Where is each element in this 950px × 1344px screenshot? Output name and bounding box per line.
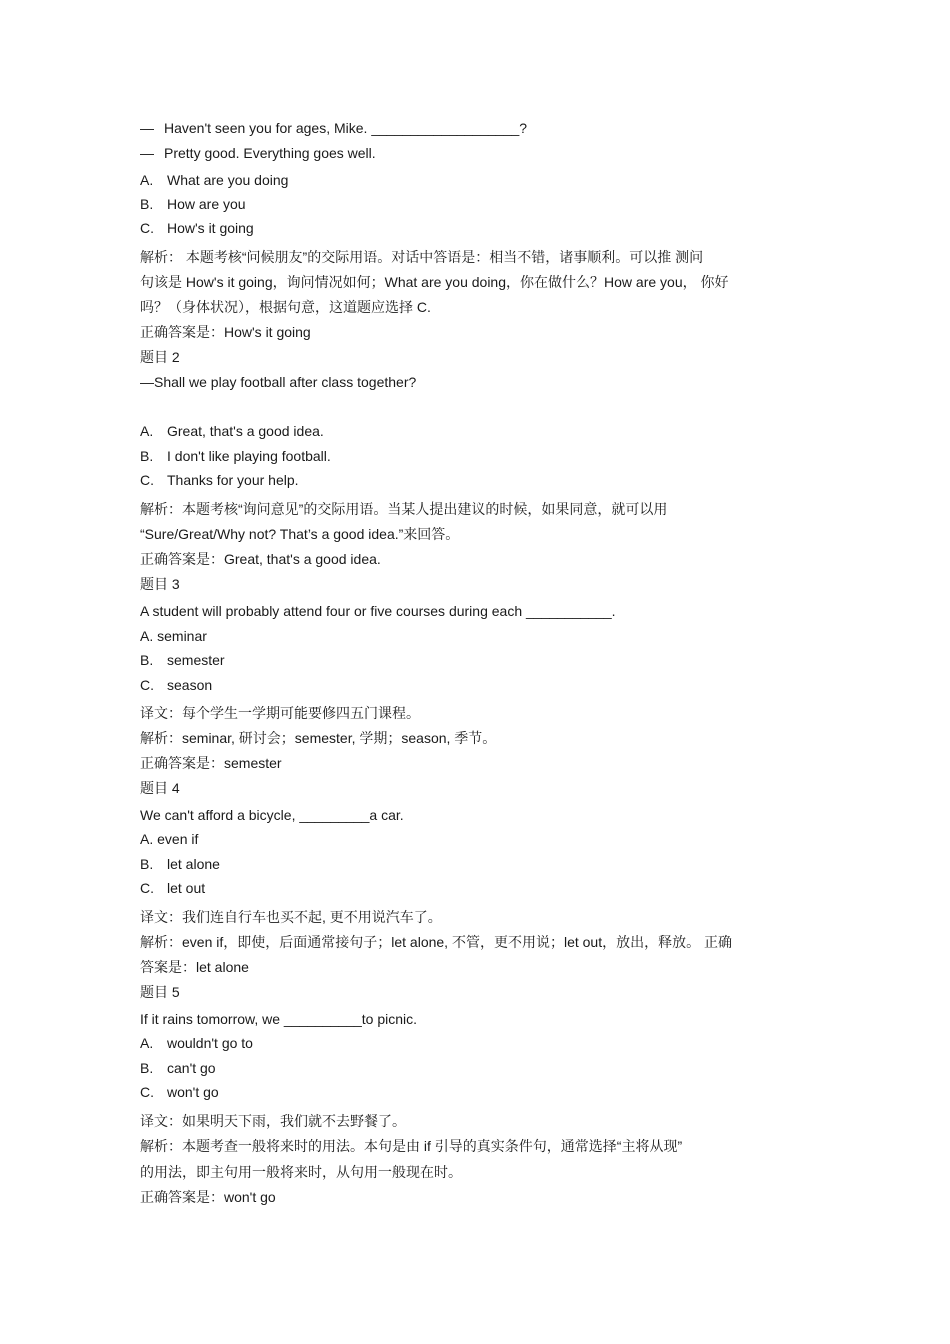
- option-text: season: [167, 677, 213, 693]
- q1-prompt-text: Haven't seen you for ages, Mike. ___________________?: [164, 120, 528, 136]
- q4-title: 题目 4: [140, 780, 180, 796]
- q1-analysis-line-1: 解析： 本题考核“问候朋友”的交际用语。对话中答语是：相当不错，诸事顺利。可以推 测问: [140, 249, 704, 265]
- option-letter: A.: [140, 1035, 154, 1051]
- q4-translation: 译文：我们连自行车也买不起, 更不用说汽车了。: [140, 909, 442, 925]
- option-letter: A.: [140, 628, 154, 644]
- q3-title: 题目 3: [140, 576, 180, 592]
- dash: —: [140, 120, 154, 136]
- option-letter: B.: [140, 856, 154, 872]
- q5-option-c: [140, 1083, 219, 1101]
- q1-prompt: [140, 119, 527, 137]
- option-letter: B.: [140, 652, 154, 668]
- q2-option-c: [140, 471, 299, 489]
- q5-option-b: [140, 1059, 216, 1077]
- option-letter: C.: [140, 880, 154, 896]
- q4-option-a: [140, 830, 198, 848]
- option-letter: C.: [140, 220, 154, 236]
- q1-option-a: [140, 171, 288, 189]
- q3-answer: 正确答案是：semester: [140, 755, 282, 771]
- q2-option-a: [140, 422, 324, 440]
- q4-prompt: We can't afford a bicycle, _________a car.: [140, 807, 404, 823]
- q3-option-a: [140, 627, 207, 645]
- q5-option-a: [140, 1034, 253, 1052]
- q1-analysis-line-3: 吗？（身体状况），根据句意，这道题应选择 C.: [140, 299, 431, 315]
- option-text: I don't like playing football.: [167, 448, 331, 464]
- q5-translation: 译文：如果明天下雨，我们就不去野餐了。: [140, 1113, 406, 1129]
- q5-analysis-line-1: 解析：本题考查一般将来时的用法。本句是由 if 引导的真实条件句，通常选择“主将从现”: [140, 1138, 683, 1154]
- option-text: How are you: [167, 196, 246, 212]
- q4-analysis-line-1: 解析：even if，即使，后面通常接句子；let alone, 不管，更不用说；let out，放出，释放。 正确: [140, 934, 732, 950]
- dash: —: [140, 145, 154, 161]
- q1-answer: 正确答案是：How's it going: [140, 324, 311, 340]
- q2-title: 题目 2: [140, 349, 180, 365]
- option-text: won't go: [167, 1084, 219, 1100]
- option-letter: C.: [140, 1084, 154, 1100]
- q4-option-c: [140, 879, 205, 897]
- q5-analysis-line-2: 的用法，即主句用一般将来时，从句用一般现在时。: [140, 1164, 462, 1180]
- q3-analysis: 解析：seminar, 研讨会；semester, 学期；season, 季节。: [140, 730, 497, 746]
- q5-prompt: If it rains tomorrow, we __________to picnic.: [140, 1011, 418, 1027]
- option-text: What are you doing: [167, 172, 289, 188]
- option-text: seminar: [157, 628, 207, 644]
- q5-title: 题目 5: [140, 984, 180, 1000]
- option-text: wouldn't go to: [167, 1035, 253, 1051]
- q4-analysis-line-2: 答案是：let alone: [140, 959, 249, 975]
- q1-reply: [140, 144, 376, 162]
- option-letter: A.: [140, 172, 154, 188]
- q2-option-b: [140, 447, 331, 465]
- q3-prompt: A student will probably attend four or five courses during each ___________.: [140, 603, 616, 619]
- q3-option-b: [140, 651, 225, 669]
- q2-analysis-line-2: “Sure/Great/Why not? That’s a good idea.”来回答。: [140, 526, 460, 542]
- option-letter: B.: [140, 196, 154, 212]
- option-letter: A.: [140, 423, 154, 439]
- q1-reply-text: Pretty good. Everything goes well.: [164, 145, 376, 161]
- option-text: let out: [167, 880, 206, 896]
- option-letter: B.: [140, 448, 154, 464]
- q1-option-b: [140, 195, 246, 213]
- q3-translation: 译文：每个学生一学期可能要修四五门课程。: [140, 705, 420, 721]
- q1-option-c: [140, 219, 254, 237]
- option-letter: A.: [140, 831, 154, 847]
- option-text: How's it going: [167, 220, 254, 236]
- q5-answer: 正确答案是：won't go: [140, 1189, 276, 1205]
- option-text: Great, that's a good idea.: [167, 423, 324, 439]
- option-text: even if: [157, 831, 199, 847]
- option-letter: C.: [140, 677, 154, 693]
- option-text: let alone: [167, 856, 220, 872]
- q2-answer: 正确答案是：Great, that's a good idea.: [140, 551, 381, 567]
- q4-option-b: [140, 855, 220, 873]
- option-text: Thanks for your help.: [167, 472, 299, 488]
- option-letter: C.: [140, 472, 154, 488]
- q1-analysis-line-2: 句该是 How's it going，询问情况如何；What are you doing，你在做什么？How are you， 你好: [140, 274, 729, 290]
- q3-option-c: [140, 676, 212, 694]
- q2-analysis-line-1: 解析：本题考核“询问意见”的交际用语。当某人提出建议的时候，如果同意，就可以用: [140, 501, 668, 517]
- option-letter: B.: [140, 1060, 154, 1076]
- q2-prompt: —Shall we play football after class together?: [140, 374, 417, 390]
- option-text: semester: [167, 652, 225, 668]
- option-text: can't go: [167, 1060, 216, 1076]
